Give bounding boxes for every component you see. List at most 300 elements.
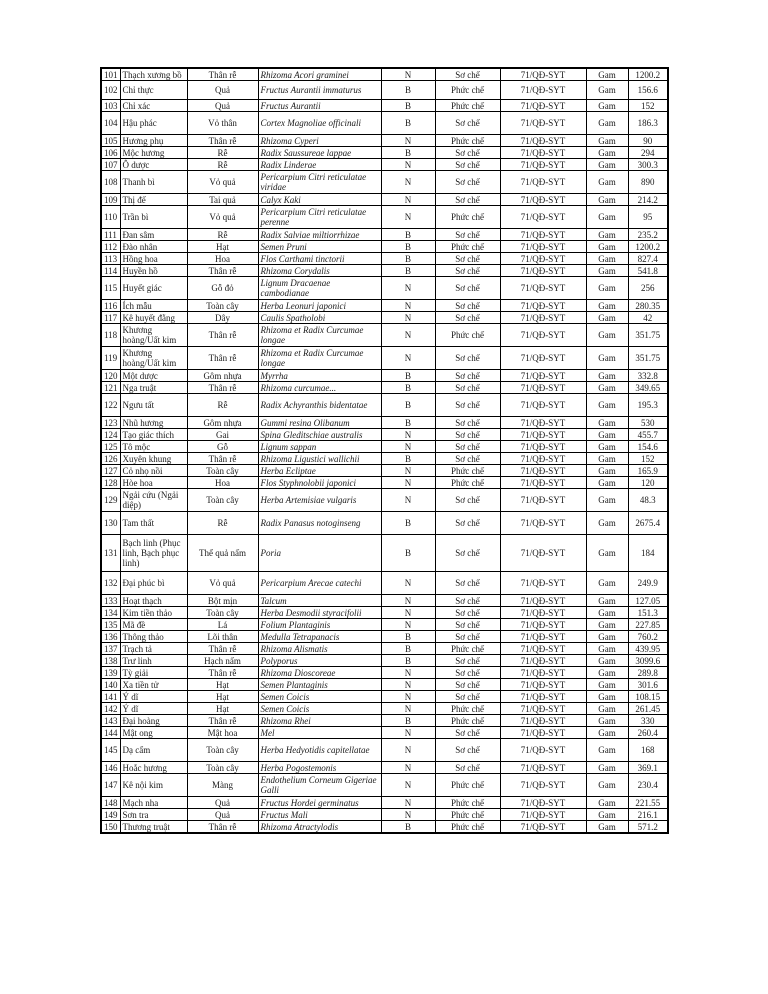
latin-name-cell: Gummi resina Olibanum (258, 417, 381, 429)
table-body (101, 68, 668, 833)
source-cell: N (381, 727, 435, 739)
quantity-cell: 120 (628, 477, 668, 489)
unit-cell: Gam (586, 691, 628, 703)
quantity-cell: 294 (628, 147, 668, 159)
latin-name-cell: Myrrha (258, 370, 381, 382)
processing-cell: Sơ chế (435, 595, 500, 607)
decision-number-cell: 71/QĐ-SYT (500, 512, 586, 535)
processing-cell: Sơ chế (435, 300, 500, 312)
source-cell: B (381, 253, 435, 265)
quantity-cell: 301.6 (628, 679, 668, 691)
plant-part-cell: Hoa (187, 253, 258, 265)
processing-cell: Sơ chế (435, 607, 500, 619)
plant-part-cell: Rễ (187, 147, 258, 159)
decision-number-cell: 71/QĐ-SYT (500, 265, 586, 277)
latin-name-cell: Rhizoma et Radix Curcumae longae (258, 347, 381, 370)
herb-name-cell: Nhũ hương (120, 417, 187, 429)
source-cell: N (381, 739, 435, 762)
herb-name-cell: Kê nội kim (120, 774, 187, 797)
plant-part-cell: Gai (187, 429, 258, 441)
latin-name-cell: Rhizoma Corydalis (258, 265, 381, 277)
table-row (101, 171, 668, 194)
source-cell: B (381, 229, 435, 241)
unit-cell: Gam (586, 727, 628, 739)
source-cell: N (381, 206, 435, 229)
table-row (101, 679, 668, 691)
source-cell: B (381, 370, 435, 382)
decision-number-cell: 71/QĐ-SYT (500, 453, 586, 465)
processing-cell: Phức chế (435, 477, 500, 489)
processing-cell: Sơ chế (435, 441, 500, 453)
row-number-cell: 136 (101, 631, 120, 643)
quantity-cell: 154.6 (628, 441, 668, 453)
unit-cell: Gam (586, 441, 628, 453)
quantity-cell: 3099.6 (628, 655, 668, 667)
processing-cell: Sơ chế (435, 667, 500, 679)
table-row (101, 739, 668, 762)
source-cell: B (381, 265, 435, 277)
source-cell: B (381, 100, 435, 112)
table-row (101, 667, 668, 679)
herb-name-cell: Khương hoàng/Uất kim (120, 347, 187, 370)
herb-name-cell: Chỉ thực (120, 81, 187, 100)
plant-part-cell: Toàn cây (187, 607, 258, 619)
row-number-cell: 123 (101, 417, 120, 429)
latin-name-cell: Herba Hedyotidis capitellatae (258, 739, 381, 762)
source-cell: B (381, 631, 435, 643)
plant-part-cell: Thân rễ (187, 643, 258, 655)
latin-name-cell: Radix Salviae miltiorrhizae (258, 229, 381, 241)
source-cell: B (381, 417, 435, 429)
quantity-cell: 261.45 (628, 703, 668, 715)
source-cell: N (381, 691, 435, 703)
processing-cell: Phức chế (435, 135, 500, 147)
herb-name-cell: Mạch nha (120, 797, 187, 809)
source-cell: N (381, 572, 435, 595)
decision-number-cell: 71/QĐ-SYT (500, 241, 586, 253)
decision-number-cell: 71/QĐ-SYT (500, 727, 586, 739)
processing-cell: Sơ chế (435, 394, 500, 417)
plant-part-cell: Quả (187, 81, 258, 100)
source-cell: N (381, 774, 435, 797)
row-number-cell: 131 (101, 535, 120, 572)
quantity-cell: 108.15 (628, 691, 668, 703)
processing-cell: Sơ chế (435, 229, 500, 241)
latin-name-cell: Lignum sappan (258, 441, 381, 453)
quantity-cell: 351.75 (628, 324, 668, 347)
herb-name-cell: Hương phụ (120, 135, 187, 147)
processing-cell: Sơ chế (435, 347, 500, 370)
plant-part-cell: Rễ (187, 229, 258, 241)
latin-name-cell: Radix Panasus notoginseng (258, 512, 381, 535)
table-row (101, 631, 668, 643)
decision-number-cell: 71/QĐ-SYT (500, 429, 586, 441)
decision-number-cell: 71/QĐ-SYT (500, 619, 586, 631)
plant-part-cell: Quả (187, 797, 258, 809)
table-row (101, 774, 668, 797)
quantity-cell: 280.35 (628, 300, 668, 312)
source-cell: N (381, 619, 435, 631)
row-number-cell: 137 (101, 643, 120, 655)
plant-part-cell: Thân rễ (187, 135, 258, 147)
source-cell: N (381, 797, 435, 809)
decision-number-cell: 71/QĐ-SYT (500, 81, 586, 100)
processing-cell: Sơ chế (435, 679, 500, 691)
decision-number-cell: 71/QĐ-SYT (500, 68, 586, 81)
quantity-cell: 95 (628, 206, 668, 229)
unit-cell: Gam (586, 147, 628, 159)
decision-number-cell: 71/QĐ-SYT (500, 194, 586, 206)
processing-cell: Phức chế (435, 324, 500, 347)
table-row (101, 241, 668, 253)
quantity-cell: 230.4 (628, 774, 668, 797)
plant-part-cell: Thân rễ (187, 382, 258, 394)
unit-cell: Gam (586, 715, 628, 727)
processing-cell: Sơ chế (435, 512, 500, 535)
unit-cell: Gam (586, 489, 628, 512)
row-number-cell: 114 (101, 265, 120, 277)
processing-cell: Sơ chế (435, 370, 500, 382)
herb-name-cell: Nga truật (120, 382, 187, 394)
unit-cell: Gam (586, 429, 628, 441)
row-number-cell: 109 (101, 194, 120, 206)
quantity-cell: 184 (628, 535, 668, 572)
source-cell: B (381, 715, 435, 727)
herb-name-cell: Kim tiền thảo (120, 607, 187, 619)
row-number-cell: 140 (101, 679, 120, 691)
table-row (101, 535, 668, 572)
decision-number-cell: 71/QĐ-SYT (500, 100, 586, 112)
latin-name-cell: Fructus Aurantii (258, 100, 381, 112)
plant-part-cell: Vỏ quả (187, 572, 258, 595)
latin-name-cell: Rhizoma Cyperi (258, 135, 381, 147)
table-row (101, 762, 668, 774)
plant-part-cell: Lõi thân (187, 631, 258, 643)
decision-number-cell: 71/QĐ-SYT (500, 394, 586, 417)
decision-number-cell: 71/QĐ-SYT (500, 703, 586, 715)
quantity-cell: 455.7 (628, 429, 668, 441)
decision-number-cell: 71/QĐ-SYT (500, 253, 586, 265)
latin-name-cell: Semen Coicis (258, 691, 381, 703)
row-number-cell: 106 (101, 147, 120, 159)
source-cell: B (381, 643, 435, 655)
quantity-cell: 235.2 (628, 229, 668, 241)
processing-cell: Sơ chế (435, 312, 500, 324)
latin-name-cell: Fructus Mali (258, 809, 381, 821)
quantity-cell: 571.2 (628, 821, 668, 834)
latin-name-cell: Flos Styphnolobii japonici (258, 477, 381, 489)
row-number-cell: 118 (101, 324, 120, 347)
latin-name-cell: Flos Carthami tinctorii (258, 253, 381, 265)
unit-cell: Gam (586, 595, 628, 607)
unit-cell: Gam (586, 159, 628, 171)
herb-name-cell: Trư linh (120, 655, 187, 667)
quantity-cell: 152 (628, 453, 668, 465)
plant-part-cell: Thể quả nấm (187, 535, 258, 572)
herb-name-cell: Ngải cứu (Ngải diệp) (120, 489, 187, 512)
latin-name-cell: Rhizoma Dioscoreae (258, 667, 381, 679)
unit-cell: Gam (586, 667, 628, 679)
decision-number-cell: 71/QĐ-SYT (500, 595, 586, 607)
herb-name-cell: Sơn tra (120, 809, 187, 821)
source-cell: N (381, 667, 435, 679)
herb-name-cell: Thanh bì (120, 171, 187, 194)
decision-number-cell: 71/QĐ-SYT (500, 441, 586, 453)
unit-cell: Gam (586, 465, 628, 477)
processing-cell: Sơ chế (435, 171, 500, 194)
decision-number-cell: 71/QĐ-SYT (500, 797, 586, 809)
plant-part-cell: Màng (187, 774, 258, 797)
unit-cell: Gam (586, 809, 628, 821)
row-number-cell: 120 (101, 370, 120, 382)
unit-cell: Gam (586, 762, 628, 774)
table-row (101, 607, 668, 619)
unit-cell: Gam (586, 679, 628, 691)
row-number-cell: 148 (101, 797, 120, 809)
quantity-cell: 332.8 (628, 370, 668, 382)
decision-number-cell: 71/QĐ-SYT (500, 739, 586, 762)
decision-number-cell: 71/QĐ-SYT (500, 159, 586, 171)
row-number-cell: 149 (101, 809, 120, 821)
plant-part-cell: Rễ (187, 512, 258, 535)
unit-cell: Gam (586, 253, 628, 265)
table-row (101, 370, 668, 382)
row-number-cell: 117 (101, 312, 120, 324)
unit-cell: Gam (586, 619, 628, 631)
decision-number-cell: 71/QĐ-SYT (500, 679, 586, 691)
row-number-cell: 108 (101, 171, 120, 194)
decision-number-cell: 71/QĐ-SYT (500, 465, 586, 477)
herb-name-cell: Thông thảo (120, 631, 187, 643)
source-cell: N (381, 595, 435, 607)
source-cell: N (381, 68, 435, 81)
plant-part-cell: Hạt (187, 703, 258, 715)
table-row (101, 465, 668, 477)
herb-name-cell: Thương truật (120, 821, 187, 834)
source-cell: N (381, 465, 435, 477)
row-number-cell: 128 (101, 477, 120, 489)
table-row (101, 277, 668, 300)
quantity-cell: 221.55 (628, 797, 668, 809)
processing-cell: Phức chế (435, 821, 500, 834)
plant-part-cell: Lá (187, 619, 258, 631)
latin-name-cell: Calyx Kaki (258, 194, 381, 206)
herb-name-cell: Xuyên khung (120, 453, 187, 465)
latin-name-cell: Radix Linderae (258, 159, 381, 171)
herb-name-cell: Tỳ giải (120, 667, 187, 679)
unit-cell: Gam (586, 572, 628, 595)
table-row (101, 715, 668, 727)
unit-cell: Gam (586, 643, 628, 655)
decision-number-cell: 71/QĐ-SYT (500, 347, 586, 370)
table-row (101, 821, 668, 834)
plant-part-cell: Thân rễ (187, 667, 258, 679)
processing-cell: Sơ chế (435, 619, 500, 631)
plant-part-cell: Toàn cây (187, 762, 258, 774)
processing-cell: Sơ chế (435, 739, 500, 762)
herb-name-cell: Đại phúc bì (120, 572, 187, 595)
latin-name-cell: Herba Leonuri japonici (258, 300, 381, 312)
quantity-cell: 151.3 (628, 607, 668, 619)
plant-part-cell: Hạch nấm (187, 655, 258, 667)
decision-number-cell: 71/QĐ-SYT (500, 655, 586, 667)
herb-name-cell: Ích mẫu (120, 300, 187, 312)
source-cell: B (381, 81, 435, 100)
latin-name-cell: Fructus Aurantii immaturus (258, 81, 381, 100)
quantity-cell: 1200.2 (628, 241, 668, 253)
decision-number-cell: 71/QĐ-SYT (500, 774, 586, 797)
source-cell: N (381, 312, 435, 324)
row-number-cell: 112 (101, 241, 120, 253)
herb-name-cell: Huyết giác (120, 277, 187, 300)
table-row (101, 229, 668, 241)
decision-number-cell: 71/QĐ-SYT (500, 112, 586, 135)
latin-name-cell: Herba Desmodii styracifolii (258, 607, 381, 619)
unit-cell: Gam (586, 277, 628, 300)
plant-part-cell: Vỏ quả (187, 171, 258, 194)
decision-number-cell: 71/QĐ-SYT (500, 762, 586, 774)
herbal-medicine-table (100, 67, 669, 834)
row-number-cell: 150 (101, 821, 120, 834)
latin-name-cell: Herba Artemisiae vulgaris (258, 489, 381, 512)
latin-name-cell: Polyporus (258, 655, 381, 667)
table-row (101, 512, 668, 535)
processing-cell: Sơ chế (435, 453, 500, 465)
decision-number-cell: 71/QĐ-SYT (500, 572, 586, 595)
unit-cell: Gam (586, 171, 628, 194)
decision-number-cell: 71/QĐ-SYT (500, 312, 586, 324)
source-cell: N (381, 607, 435, 619)
decision-number-cell: 71/QĐ-SYT (500, 535, 586, 572)
processing-cell: Sơ chế (435, 265, 500, 277)
unit-cell: Gam (586, 300, 628, 312)
plant-part-cell: Thân rễ (187, 453, 258, 465)
herb-name-cell: Chỉ xác (120, 100, 187, 112)
plant-part-cell: Hạt (187, 241, 258, 253)
source-cell: B (381, 535, 435, 572)
processing-cell: Phức chế (435, 206, 500, 229)
latin-name-cell: Semen Plantaginis (258, 679, 381, 691)
herb-name-cell: Cỏ nhọ nồi (120, 465, 187, 477)
latin-name-cell: Pericarpium Arecae catechi (258, 572, 381, 595)
table-row (101, 417, 668, 429)
herb-name-cell: Hòe hoa (120, 477, 187, 489)
decision-number-cell: 71/QĐ-SYT (500, 489, 586, 512)
herb-name-cell: Đào nhân (120, 241, 187, 253)
quantity-cell: 256 (628, 277, 668, 300)
unit-cell: Gam (586, 821, 628, 834)
quantity-cell: 152 (628, 100, 668, 112)
row-number-cell: 134 (101, 607, 120, 619)
source-cell: B (381, 512, 435, 535)
table-row (101, 68, 668, 81)
table-row (101, 797, 668, 809)
decision-number-cell: 71/QĐ-SYT (500, 300, 586, 312)
decision-number-cell: 71/QĐ-SYT (500, 643, 586, 655)
herb-name-cell: Đan sâm (120, 229, 187, 241)
plant-part-cell: Vỏ thân (187, 112, 258, 135)
quantity-cell: 890 (628, 171, 668, 194)
latin-name-cell: Pericarpium Citri reticulatae perenne (258, 206, 381, 229)
unit-cell: Gam (586, 477, 628, 489)
source-cell: B (381, 382, 435, 394)
quantity-cell: 2675.4 (628, 512, 668, 535)
plant-part-cell: Quả (187, 100, 258, 112)
table-row (101, 703, 668, 715)
decision-number-cell: 71/QĐ-SYT (500, 171, 586, 194)
unit-cell: Gam (586, 324, 628, 347)
quantity-cell: 330 (628, 715, 668, 727)
herb-name-cell: Tạo giác thích (120, 429, 187, 441)
source-cell: B (381, 112, 435, 135)
source-cell: N (381, 809, 435, 821)
unit-cell: Gam (586, 607, 628, 619)
table-row (101, 691, 668, 703)
herb-name-cell: Hồng hoa (120, 253, 187, 265)
table-row (101, 112, 668, 135)
herb-name-cell: Mộc hương (120, 147, 187, 159)
processing-cell: Phức chế (435, 797, 500, 809)
source-cell: N (381, 300, 435, 312)
table-row (101, 809, 668, 821)
table-row (101, 429, 668, 441)
processing-cell: Phức chế (435, 643, 500, 655)
processing-cell: Sơ chế (435, 655, 500, 667)
herb-name-cell: Hậu phác (120, 112, 187, 135)
plant-part-cell: Thân rễ (187, 821, 258, 834)
plant-part-cell: Mật hoa (187, 727, 258, 739)
latin-name-cell: Rhizoma Atractylodis (258, 821, 381, 834)
table-row (101, 253, 668, 265)
table-row (101, 727, 668, 739)
latin-name-cell: Rhizoma Rhei (258, 715, 381, 727)
table-row (101, 300, 668, 312)
row-number-cell: 129 (101, 489, 120, 512)
unit-cell: Gam (586, 797, 628, 809)
processing-cell: Phức chế (435, 81, 500, 100)
plant-part-cell: Thân rễ (187, 347, 258, 370)
quantity-cell: 827.4 (628, 253, 668, 265)
quantity-cell: 195.3 (628, 394, 668, 417)
plant-part-cell: Hạt (187, 679, 258, 691)
source-cell: B (381, 147, 435, 159)
source-cell: N (381, 347, 435, 370)
table-row (101, 147, 668, 159)
row-number-cell: 104 (101, 112, 120, 135)
latin-name-cell: Poria (258, 535, 381, 572)
unit-cell: Gam (586, 370, 628, 382)
unit-cell: Gam (586, 241, 628, 253)
source-cell: B (381, 241, 435, 253)
quantity-cell: 127.05 (628, 595, 668, 607)
decision-number-cell: 71/QĐ-SYT (500, 382, 586, 394)
source-cell: N (381, 159, 435, 171)
plant-part-cell: Hoa (187, 477, 258, 489)
row-number-cell: 103 (101, 100, 120, 112)
quantity-cell: 48.3 (628, 489, 668, 512)
herb-name-cell: Kê huyết đằng (120, 312, 187, 324)
processing-cell: Sơ chế (435, 112, 500, 135)
quantity-cell: 300.3 (628, 159, 668, 171)
latin-name-cell: Rhizoma Ligustici wallichii (258, 453, 381, 465)
decision-number-cell: 71/QĐ-SYT (500, 370, 586, 382)
source-cell: B (381, 394, 435, 417)
processing-cell: Sơ chế (435, 572, 500, 595)
quantity-cell: 165.9 (628, 465, 668, 477)
table-row (101, 159, 668, 171)
processing-cell: Sơ chế (435, 147, 500, 159)
row-number-cell: 122 (101, 394, 120, 417)
